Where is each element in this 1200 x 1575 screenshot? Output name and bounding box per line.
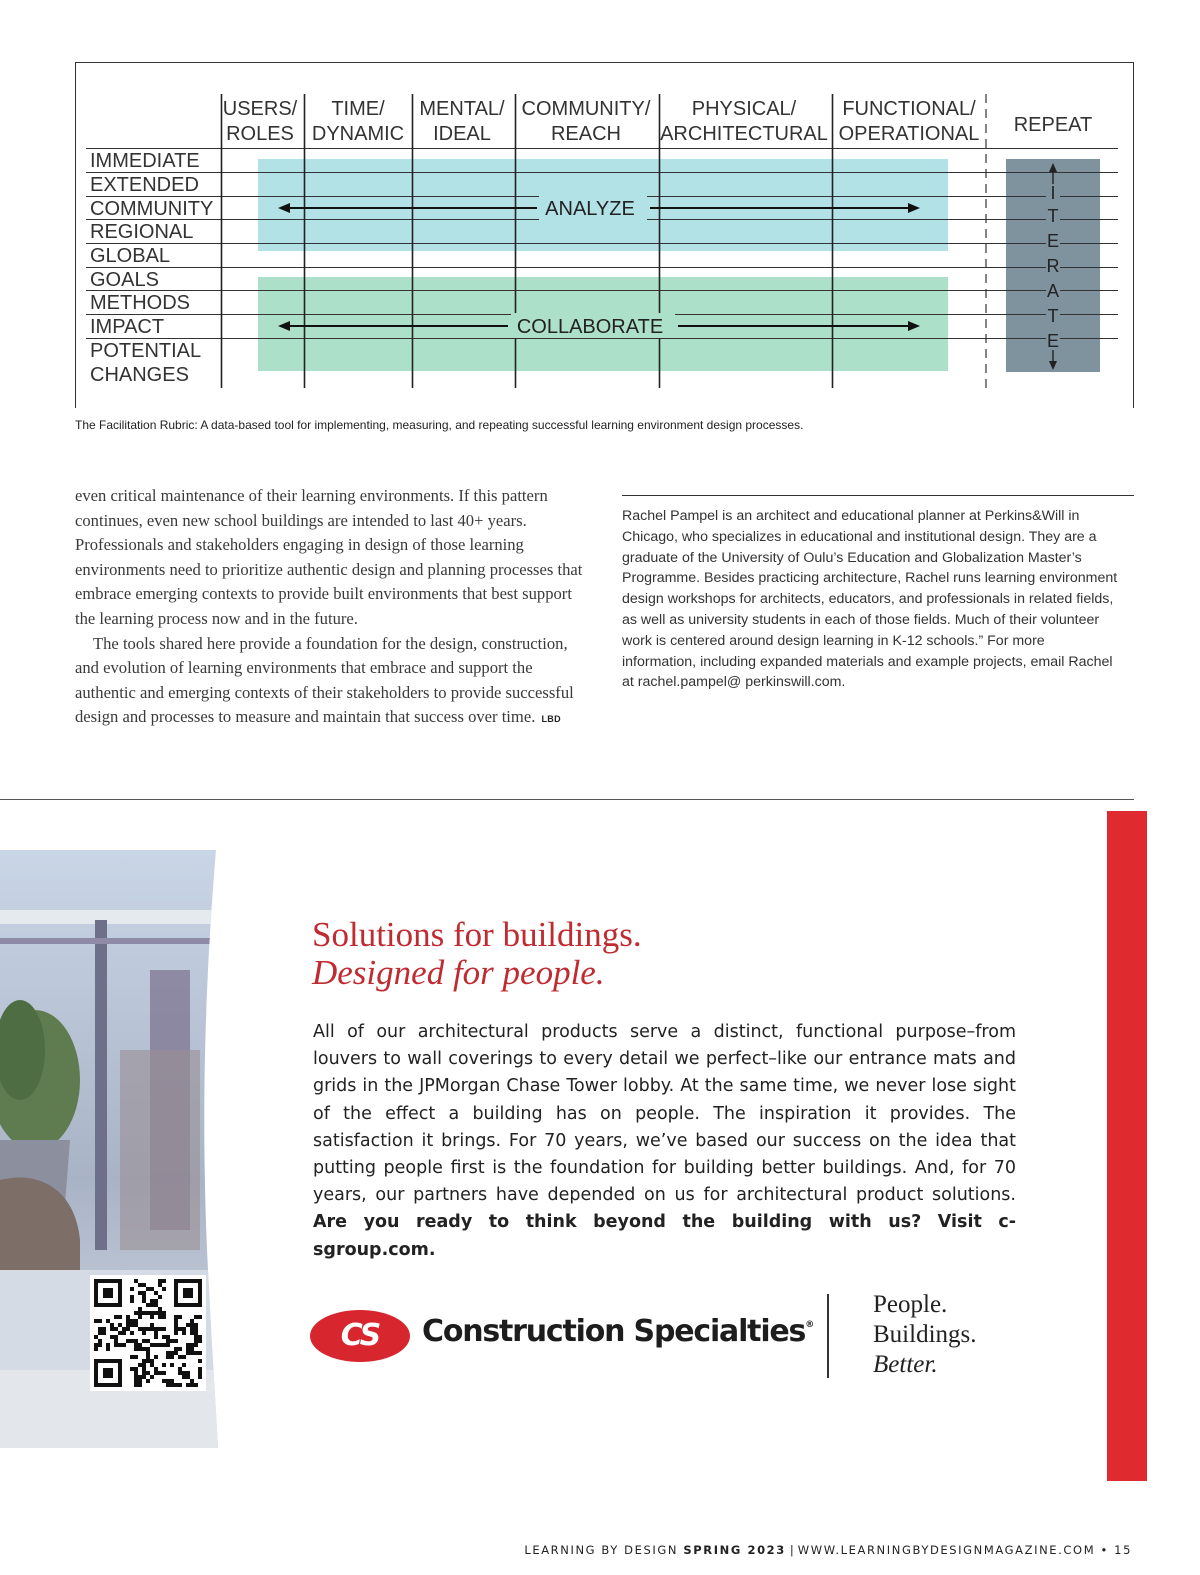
- ad-accent-bar: [1107, 811, 1147, 1481]
- row-label-global: GLOBAL: [90, 245, 171, 267]
- qr-module: [142, 1299, 146, 1303]
- col-header-physical-line1: PHYSICAL/: [691, 98, 797, 120]
- qr-module: [170, 1379, 174, 1383]
- qr-module: [146, 1327, 150, 1331]
- qr-module: [194, 1331, 198, 1335]
- qr-module: [166, 1355, 170, 1359]
- qr-module: [134, 1371, 138, 1375]
- qr-module: [150, 1299, 154, 1303]
- qr-module: [134, 1379, 138, 1383]
- qr-module: [194, 1335, 198, 1339]
- qr-module: [198, 1315, 202, 1319]
- qr-module: [182, 1371, 186, 1375]
- qr-module: [182, 1363, 186, 1367]
- qr-module: [134, 1383, 138, 1387]
- col-header-time-line1: TIME/: [331, 98, 385, 120]
- footer-issue: SPRING 2023: [683, 1543, 786, 1557]
- qr-module: [130, 1355, 134, 1359]
- qr-module: [186, 1323, 190, 1327]
- qr-module: [162, 1327, 166, 1331]
- qr-module: [154, 1371, 158, 1375]
- qr-module: [190, 1331, 194, 1335]
- qr-module: [150, 1315, 154, 1319]
- qr-module: [138, 1315, 142, 1319]
- qr-module: [150, 1343, 154, 1347]
- footer-website[interactable]: WWW.LEARNINGBYDESIGNMAGAZINE.COM: [797, 1543, 1096, 1557]
- qr-module: [134, 1311, 138, 1315]
- qr-module: [158, 1371, 162, 1375]
- qr-module: [106, 1319, 110, 1323]
- qr-module: [150, 1363, 154, 1367]
- qr-module: [130, 1295, 134, 1299]
- qr-module: [194, 1315, 198, 1319]
- qr-module: [130, 1367, 134, 1371]
- qr-module: [198, 1339, 202, 1343]
- qr-module: [186, 1343, 190, 1347]
- company-name-text: Construction Specialties: [422, 1314, 806, 1349]
- tagline-line: Buildings.: [873, 1321, 977, 1348]
- logo-divider: [827, 1294, 829, 1378]
- row-label-extended: EXTENDED: [90, 174, 199, 196]
- qr-module: [178, 1367, 182, 1371]
- qr-module: [158, 1279, 162, 1283]
- footer-page-number: 15: [1114, 1543, 1132, 1557]
- ad-heading: [312, 916, 1072, 992]
- qr-module: [186, 1375, 190, 1379]
- qr-module: [134, 1339, 138, 1343]
- qr-module: [98, 1339, 102, 1343]
- article-paragraph: even critical maintenance of their learning environments. If this pattern continues, even new school buildings are intended to last 40+ years. Professionals and stakeholders engaging in design of those learning environments need to prioritize authentic design and planning processes that embrace emerging contexts to provide built environments that best support the learning process now and in the future.: [75, 486, 583, 628]
- col-header-mental-line2: IDEAL: [433, 123, 491, 145]
- analyze-label: ANALYZE: [545, 198, 635, 220]
- qr-module: [178, 1355, 182, 1359]
- bio-divider: [622, 495, 1134, 496]
- qr-module: [162, 1315, 166, 1319]
- qr-module: [146, 1303, 150, 1307]
- qr-module: [98, 1343, 102, 1347]
- qr-module: [134, 1355, 138, 1359]
- qr-module: [110, 1327, 114, 1331]
- qr-module: [162, 1363, 166, 1367]
- qr-module: [150, 1359, 154, 1363]
- iterate-letter: E: [1046, 331, 1060, 351]
- col-header-functional-line1: FUNCTIONAL/: [842, 98, 976, 120]
- qr-module: [154, 1355, 158, 1359]
- qr-module: [134, 1323, 138, 1327]
- qr-module: [166, 1351, 170, 1355]
- qr-module: [154, 1311, 158, 1315]
- qr-module: [162, 1371, 166, 1375]
- qr-module: [154, 1303, 158, 1307]
- facilitation-rubric-figure: [0, 0, 1200, 410]
- col-header-users-line1: USERS/: [222, 98, 298, 120]
- qr-module: [130, 1323, 134, 1327]
- qr-module: [114, 1327, 118, 1331]
- qr-module: [174, 1331, 178, 1335]
- qr-module: [94, 1335, 98, 1339]
- qr-module: [194, 1383, 198, 1387]
- qr-module: [182, 1355, 186, 1359]
- qr-module: [158, 1311, 162, 1315]
- qr-module: [130, 1287, 134, 1291]
- qr-module: [142, 1283, 146, 1287]
- qr-module: [146, 1287, 150, 1291]
- qr-module: [94, 1319, 98, 1323]
- qr-module: [126, 1323, 130, 1327]
- qr-module: [194, 1343, 198, 1347]
- qr-module: [134, 1279, 138, 1283]
- row-label-goals: GOALS: [90, 269, 159, 291]
- qr-module: [190, 1319, 194, 1323]
- qr-module: [166, 1339, 170, 1343]
- qr-module: [154, 1343, 158, 1347]
- qr-module: [154, 1367, 158, 1371]
- qr-module: [142, 1331, 146, 1335]
- qr-module: [182, 1327, 186, 1331]
- qr-module: [142, 1359, 146, 1363]
- col-header-physical-line2: ARCHITECTURAL: [660, 123, 828, 145]
- qr-module: [190, 1351, 194, 1355]
- article-paragraph: [75, 632, 585, 732]
- qr-module: [126, 1319, 130, 1323]
- row-label-impact: IMPACT: [90, 316, 165, 338]
- col-header-community-line1: COMMUNITY/: [521, 98, 651, 120]
- ad-heading-line1: Solutions for buildings.: [312, 915, 642, 954]
- row-label-community: COMMUNITY: [90, 198, 214, 220]
- qr-module: [142, 1375, 146, 1379]
- qr-module: [106, 1343, 110, 1347]
- qr-module: [158, 1283, 162, 1287]
- qr-module: [178, 1327, 182, 1331]
- qr-module: [162, 1379, 166, 1383]
- iterate-letter: R: [1046, 256, 1060, 276]
- qr-module: [122, 1331, 126, 1335]
- qr-module: [146, 1351, 150, 1355]
- qr-module: [162, 1287, 166, 1291]
- ad-body: [313, 1019, 1016, 1264]
- qr-module: [138, 1379, 142, 1383]
- iterate-letter: I: [1050, 183, 1056, 203]
- qr-module: [194, 1351, 198, 1355]
- qr-module: [142, 1367, 146, 1371]
- qr-module: [138, 1383, 142, 1387]
- qr-module: [138, 1363, 142, 1367]
- qr-module: [142, 1295, 146, 1299]
- qr-module: [150, 1303, 154, 1307]
- qr-module: [102, 1331, 106, 1335]
- qr-module: [122, 1327, 126, 1331]
- qr-module: [190, 1347, 194, 1351]
- qr-module: [174, 1351, 178, 1355]
- qr-module: [174, 1327, 178, 1331]
- col-header-functional-line2: OPERATIONAL: [838, 123, 980, 145]
- qr-module: [102, 1327, 106, 1331]
- qr-module: [146, 1347, 150, 1351]
- qr-module: [170, 1363, 174, 1367]
- qr-module: [126, 1339, 130, 1343]
- iterate-letter: T: [1047, 306, 1059, 326]
- qr-module: [166, 1335, 170, 1339]
- qr-module: [154, 1327, 158, 1331]
- qr-module: [198, 1335, 202, 1339]
- qr-module: [114, 1343, 118, 1347]
- qr-module: [138, 1343, 142, 1347]
- qr-module: [110, 1323, 114, 1327]
- qr-module: [114, 1315, 118, 1319]
- ad-call-to-action: Are you ready to think beyond the building with us? Visit c-sgroup.com.: [313, 1212, 1016, 1260]
- qr-module: [162, 1343, 166, 1347]
- qr-module: [142, 1371, 146, 1375]
- qr-module: [130, 1331, 134, 1335]
- figure-caption: The Facilitation Rubric: A data-based tool for implementing, measuring, and repeating successful learning environment design processes.: [75, 418, 804, 432]
- tagline-line: People.: [873, 1291, 948, 1318]
- qr-code[interactable]: [90, 1275, 206, 1391]
- qr-module: [178, 1347, 182, 1351]
- qr-module: [158, 1327, 162, 1331]
- qr-module: [134, 1343, 138, 1347]
- row-label-regional: REGIONAL: [90, 221, 194, 243]
- qr-module: [190, 1343, 194, 1347]
- qr-module: [178, 1371, 182, 1375]
- qr-module: [146, 1379, 150, 1383]
- article-body: [75, 484, 585, 732]
- article-paragraph-text: The tools shared here provide a foundation for the design, construction, and evolution of learning environments that embrace and support the authentic and emerging contexts of their stakeholders to provide successful design and processes to measure and maintain that success over time.: [75, 633, 574, 727]
- qr-module: [174, 1383, 178, 1387]
- iterate-letter: A: [1046, 281, 1060, 301]
- qr-module: [142, 1339, 146, 1343]
- qr-module: [122, 1343, 126, 1347]
- qr-module: [114, 1335, 118, 1339]
- qr-module: [158, 1307, 162, 1311]
- qr-module: [170, 1339, 174, 1343]
- col-header-repeat: REPEAT: [1013, 114, 1093, 136]
- section-divider: [0, 799, 1134, 800]
- qr-module: [186, 1351, 190, 1355]
- qr-module: [190, 1383, 194, 1387]
- brand-tagline: [873, 1290, 977, 1380]
- row-label-changes: CHANGES: [90, 364, 189, 386]
- qr-module: [146, 1359, 150, 1363]
- qr-module: [186, 1347, 190, 1351]
- author-bio: Rachel Pampel is an architect and educational planner at Perkins&Will in Chicago, who specializes in educational and institutional design. They are a graduate of the University of Oulu’s Education and Globalization Master’s Programme. Besides practicing architecture, Rachel runs learning environment design workshops for architects, educators, and professionals in related fields, as well as university students in each of those fields. Much of their volunteer work is centered around design learning in K-12 schools.” For more information, including expanded materials and example projects, email Rachel at rachel.pampel@ perkinswill.com.: [622, 508, 1118, 691]
- qr-module: [138, 1311, 142, 1315]
- end-mark: LBD: [541, 714, 561, 725]
- qr-module: [190, 1379, 194, 1383]
- qr-module: [98, 1331, 102, 1335]
- qr-module: [186, 1383, 190, 1387]
- ad-heading-line2: Designed for people.: [312, 953, 605, 992]
- qr-module: [134, 1367, 138, 1371]
- page-footer: [524, 1543, 1132, 1557]
- qr-module: [198, 1351, 202, 1355]
- qr-module: [198, 1367, 202, 1371]
- qr-module: [94, 1343, 98, 1347]
- qr-module: [194, 1339, 198, 1343]
- qr-module: [114, 1339, 118, 1343]
- qr-module: [194, 1327, 198, 1331]
- qr-module: [174, 1323, 178, 1327]
- iterate-letter: T: [1047, 206, 1059, 226]
- qr-module: [198, 1375, 202, 1379]
- col-header-mental-line1: MENTAL/: [419, 98, 505, 120]
- qr-module: [110, 1335, 114, 1339]
- qr-module: [198, 1359, 202, 1363]
- qr-module: [130, 1299, 134, 1303]
- qr-module: [174, 1319, 178, 1323]
- qr-module: [190, 1327, 194, 1331]
- qr-module: [174, 1339, 178, 1343]
- row-label-potential: POTENTIAL: [90, 340, 202, 362]
- qr-module: [146, 1311, 150, 1315]
- qr-module: [182, 1375, 186, 1379]
- qr-module: [182, 1331, 186, 1335]
- qr-module: [118, 1343, 122, 1347]
- qr-module: [130, 1319, 134, 1323]
- qr-module: [154, 1331, 158, 1335]
- row-label-methods: METHODS: [90, 292, 190, 314]
- qr-module: [150, 1323, 154, 1327]
- company-name: [422, 1314, 814, 1349]
- qr-module: [194, 1323, 198, 1327]
- qr-module: [170, 1383, 174, 1387]
- qr-module: [154, 1291, 158, 1295]
- qr-module: [118, 1315, 122, 1319]
- qr-module: [150, 1311, 154, 1315]
- qr-module: [126, 1327, 130, 1331]
- qr-module: [174, 1347, 178, 1351]
- qr-module: [158, 1295, 162, 1299]
- col-header-users-line2: ROLES: [226, 123, 294, 145]
- ad-body-text: All of our architectural products serve a distinct, functional purpose–from louvers to wall coverings to every detail we perfect–like our entrance mats and grids in the JPMorgan Chase Tower lobby. At the same time, we never lose sight of the effect a building has on people. The inspiration it provides. The satisfaction it brings. For 70 years, we’ve based our success on the idea that putting people first is the foundation for building better buildings. And, for 70 years, our partners have depended on us for architectural product solutions.: [313, 1022, 1016, 1206]
- qr-module: [158, 1343, 162, 1347]
- qr-module: [150, 1375, 154, 1379]
- qr-module: [138, 1347, 142, 1351]
- qr-module: [178, 1383, 182, 1387]
- qr-module: [150, 1327, 154, 1331]
- qr-module: [162, 1335, 166, 1339]
- footer-bullet: •: [1100, 1543, 1109, 1557]
- qr-module: [138, 1307, 142, 1311]
- qr-module: [142, 1347, 146, 1351]
- qr-module: [130, 1339, 134, 1343]
- qr-module: [142, 1327, 146, 1331]
- qr-module: [170, 1351, 174, 1355]
- qr-module: [162, 1279, 166, 1283]
- qr-module: [142, 1311, 146, 1315]
- qr-module: [150, 1287, 154, 1291]
- qr-module: [142, 1291, 146, 1295]
- footer-separator: |: [789, 1543, 794, 1557]
- qr-module: [146, 1339, 150, 1343]
- footer-publication: LEARNING BY DESIGN: [524, 1543, 679, 1557]
- trademark-symbol: ®: [805, 1320, 815, 1330]
- qr-module: [94, 1347, 98, 1351]
- iterate-letter: E: [1046, 231, 1060, 251]
- qr-module: [166, 1343, 170, 1347]
- qr-module: [166, 1383, 170, 1387]
- qr-module: [146, 1371, 150, 1375]
- cs-logo-letters: CS: [340, 1318, 380, 1353]
- qr-module: [134, 1319, 138, 1323]
- qr-module: [138, 1283, 142, 1287]
- qr-module: [162, 1311, 166, 1315]
- qr-module: [138, 1327, 142, 1331]
- qr-module: [174, 1315, 178, 1319]
- qr-module: [166, 1379, 170, 1383]
- qr-module: [154, 1299, 158, 1303]
- qr-module: [158, 1315, 162, 1319]
- qr-module: [186, 1371, 190, 1375]
- qr-module: [134, 1347, 138, 1351]
- qr-module: [126, 1315, 130, 1319]
- qr-module: [118, 1331, 122, 1335]
- qr-module: [138, 1291, 142, 1295]
- qr-module: [154, 1335, 158, 1339]
- qr-module: [142, 1363, 146, 1367]
- col-header-time-line2: DYNAMIC: [311, 123, 405, 145]
- collaborate-label: COLLABORATE: [516, 316, 664, 338]
- qr-module: [118, 1323, 122, 1327]
- cs-logo: [310, 1310, 410, 1362]
- qr-module: [178, 1315, 182, 1319]
- qr-module: [138, 1375, 142, 1379]
- qr-module: [170, 1355, 174, 1359]
- row-label-immediate: IMMEDIATE: [90, 150, 200, 172]
- qr-module: [98, 1327, 102, 1331]
- qr-module: [146, 1355, 150, 1359]
- qr-module: [198, 1371, 202, 1375]
- col-header-community-line2: REACH: [550, 123, 622, 145]
- qr-module: [98, 1319, 102, 1323]
- qr-module: [106, 1347, 110, 1351]
- qr-module: [134, 1375, 138, 1379]
- qr-module: [190, 1323, 194, 1327]
- tagline-line: Better.: [873, 1351, 938, 1378]
